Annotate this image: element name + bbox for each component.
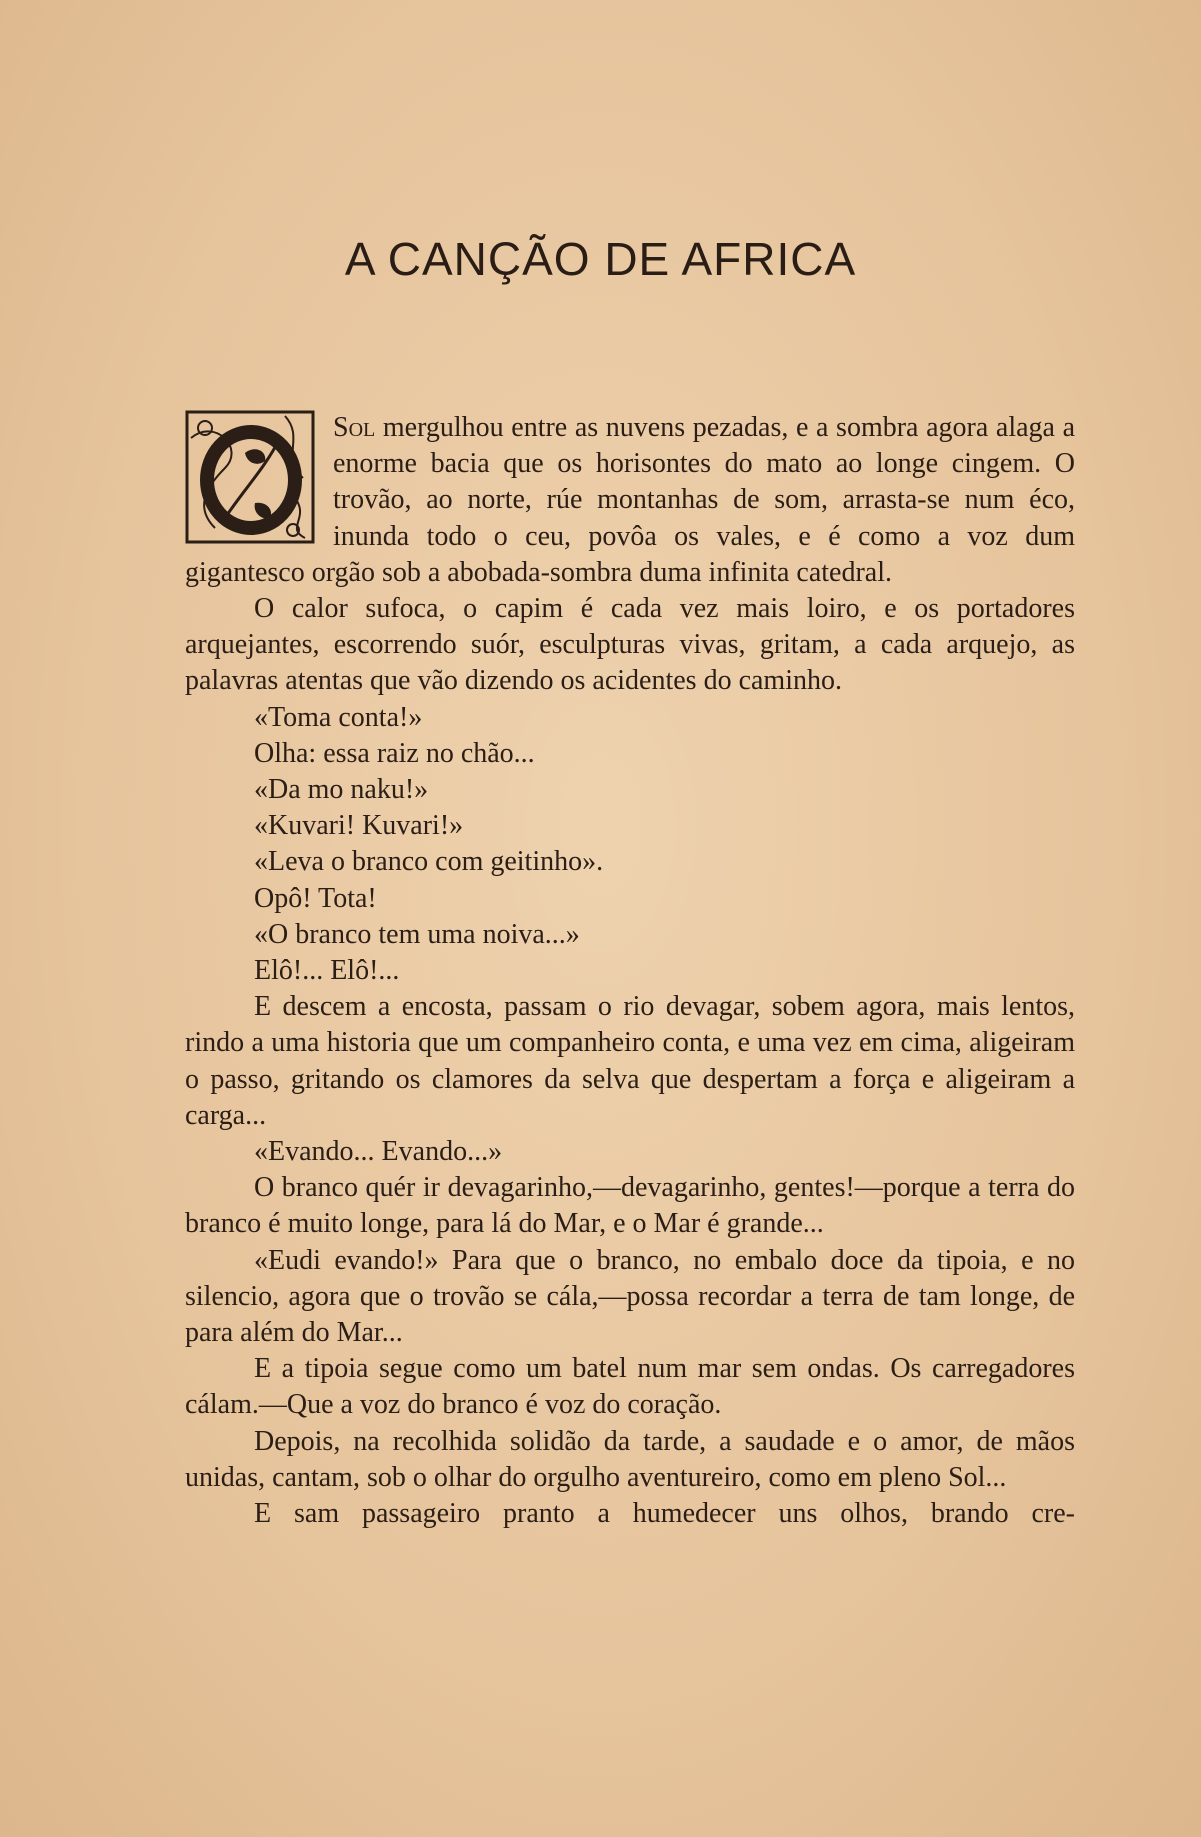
dialogue-line: Olha: essa raiz no chão...	[254, 737, 535, 769]
ornamental-initial-o-icon	[185, 408, 319, 546]
paragraph-1-text: mergulhou entre as nuvens pezadas, e a sombra agora alaga a enorme bacia que os horisontes do mato ao longe cingem. O trovão, ao norte, rúe montanhas de som, arrasta-se num éco, inunda todo o ceu, povôa os vales, e é como a voz dum gigantesco orgão sob a abobada-sombra duma infinita catedral.	[185, 412, 1075, 588]
dialogue-line: «Leva o branco com geitinho».	[254, 846, 604, 878]
paragraph-1	[185, 410, 1075, 591]
paragraph-7: Depois, na recolhida solidão da tarde, a saudade e o amor, de mãos unidas, cantam, sob o olhar do orgulho aventureiro, como em pleno Sol...	[185, 1425, 1075, 1493]
dialogue-line: «Toma conta!»	[254, 701, 423, 733]
dialogue-line: «Kuvari! Kuvari!»	[254, 810, 464, 842]
chapter-title: A CANÇÃO DE AFRICA	[344, 233, 857, 285]
paragraph-4: O branco quér ir devagarinho,—devagarinho, gentes!—porque a terra do branco é muito longe, para lá do Mar, e o Mar é grande...	[185, 1172, 1075, 1240]
paragraph-6: E a tipoia segue como um batel num mar sem ondas. Os carregadores cálam.—Que a voz do branco é voz do coração.	[185, 1353, 1075, 1421]
paragraph-8: E sam passageiro pranto a humedecer uns olhos, brando cre-	[254, 1498, 1075, 1530]
dialogue-line: Elô!... Elô!...	[254, 955, 400, 987]
first-word: Sol	[333, 412, 376, 443]
paragraph-5: «Eudi evando!» Para que o branco, no embalo doce da tipoia, e no silencio, agora que o trovão se cála,—possa recordar a terra de tam longe, de para além do Mar...	[185, 1244, 1075, 1349]
dialogue-line: «Evando... Evando...»	[254, 1136, 503, 1168]
dialogue-line: «Da mo naku!»	[254, 774, 429, 806]
dialogue-line: «O branco tem uma noiva...»	[254, 918, 580, 950]
chapter-text	[185, 410, 1075, 1532]
dialogue-line: Opô! Tota!	[254, 882, 377, 914]
paragraph-2: O calor sufoca, o capim é cada vez mais loiro, e os portadores arquejantes, escorrendo suór, esculpturas vivas, gritam, a cada arquejo, as palavras atentas que vão dizendo os acidentes do caminho.	[185, 593, 1075, 697]
ornamental-drop-cap	[185, 408, 319, 546]
paragraph-3: E descem a encosta, passam o rio devagar, sobem agora, mais lentos, rindo a uma historia que um companheiro conta, e uma vez em cima, aligeiram o passo, gritando os clamores da selva que despertam a força e aligeiram a carga...	[185, 991, 1075, 1131]
